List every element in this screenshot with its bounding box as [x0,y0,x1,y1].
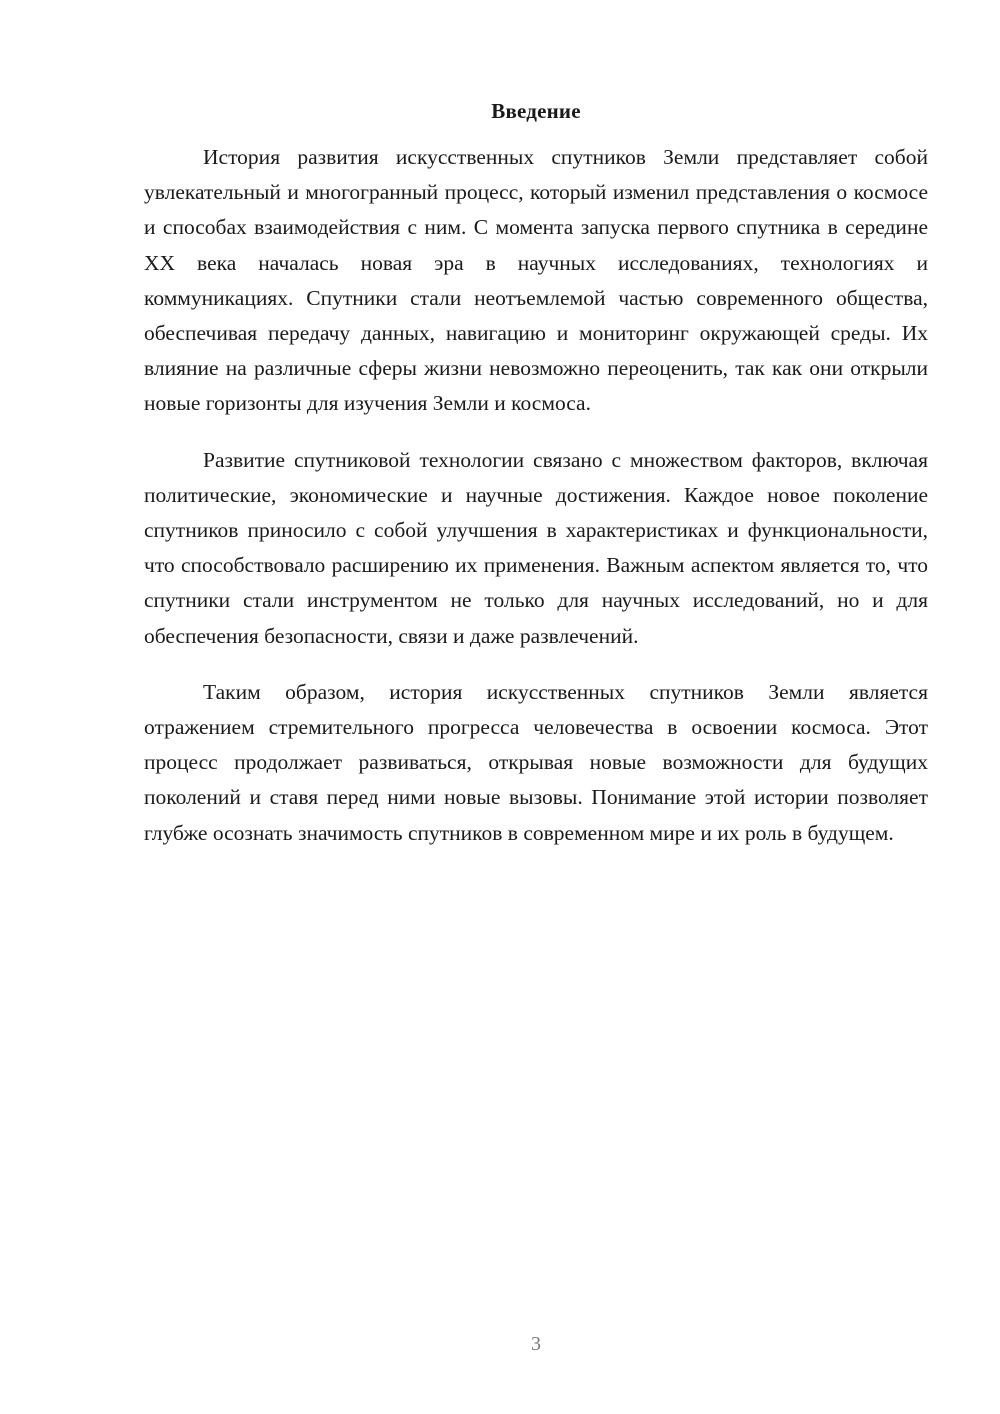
paragraph-1: История развития искусственных спутников Земли представляет собой увлекательный и многогранный процесс, который изменил представления о космосе и способах взаимодействия с ним. С момента запуска первого спутника в середине XX века началась новая эра в научных исследованиях, технологиях и коммуникациях. Спутники стали неотъемлемой частью современного общества, обеспечивая передачу данных, навигацию и мониторинг окружающей среды. Их влияние на различные сферы жизни невозможно переоценить, так как они открыли новые горизонты для изучения Земли и космоса. [144,145,928,416]
paragraph-2: Развитие спутниковой технологии связано с множеством факторов, включая политические, экономические и научные достижения. Каждое новое поколение спутников приносило с собой улучшения в характеристиках и функциональности, что способствовало расширению их применения. Важным аспектом является то, что спутники стали инструментом не только для научных исследований, но и для обеспечения безопасности, связи и даже развлечений. [144,447,928,648]
paragraph-3: Таким образом, история искусственных спутников Земли является отражением стремительного прогресса человечества в освоении космоса. Этот процесс продолжает развиваться, открывая новые возможности для будущих поколений и ставя перед ними новые вызовы. Понимание этой истории позволяет глубже осознать значимость спутников в современном мире и их роль в будущем. [144,679,928,845]
page-number: 3 [531,1333,541,1355]
page-content [144,96,928,872]
section-title: Введение [491,99,581,123]
